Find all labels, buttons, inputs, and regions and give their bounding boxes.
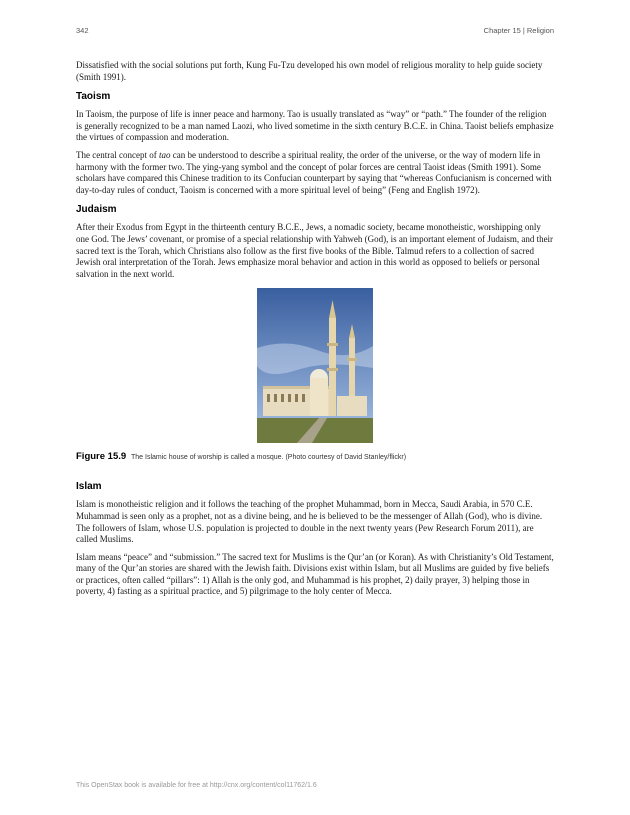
page-number: 342 bbox=[76, 26, 89, 35]
main-content bbox=[76, 60, 554, 604]
intro-paragraph: Dissatisfied with the social solutions put forth, Kung Fu-Tzu developed his own model of religious morality to help guide society (Smith 1991). bbox=[76, 60, 543, 82]
islam-paragraph-1: Islam is monotheistic religion and it follows the teaching of the prophet Muhammad, born in Mecca, Saudi Arabia, in 570 C.E. Muhammad is seen only as a prophet, not as a divine being, and he is believed to be the messenger of Allah (God), who is divine. The followers of Islam, whose U.S. population is projected to double in the next twenty years (Pew Research Forum 2011), are called Muslims. bbox=[76, 499, 543, 545]
mosque-illustration bbox=[257, 288, 373, 443]
tao-term: tao bbox=[158, 149, 171, 160]
footer-note: This OpenStax book is available for free at http://cnx.org/content/col11762/1.6 bbox=[76, 782, 317, 789]
figure-caption-text: The Islamic house of worship is called a mosque. (Photo courtesy of David Stanley/flickr) bbox=[131, 454, 407, 462]
taoism-paragraph-2 bbox=[76, 150, 554, 196]
judaism-heading: Judaism bbox=[76, 204, 117, 216]
mosque-photo bbox=[257, 288, 373, 443]
judaism-paragraph-1: After their Exodus from Egypt in the thirteenth century B.C.E., Jews, a nomadic society, became monotheistic, worshipping only one God. The Jews’ covenant, or promise of a special relationship with Yahweh (God), is an important element of Judaism, and their sacred text is the Torah, which Christians also follow as the first five books of the Bible. Talmud refers to a collection of sacred Jewish oral interpretation of the Torah. Jews emphasize moral behavior and action in this world as opposed to beliefs or personal salvation in the next world. bbox=[76, 222, 554, 279]
chapter-title: Chapter 15 | Religion bbox=[483, 26, 554, 35]
taoism-paragraph-1: In Taoism, the purpose of life is inner peace and harmony. Tao is usually translated as “way” or “path.” The founder of the religion is generally recognized to be a man named Laozi, who lived sometime in the sixth century B.C.E. in China. Taoist beliefs emphasize the virtues of compassion and moderation. bbox=[76, 109, 554, 143]
taoism-heading: Taoism bbox=[76, 91, 111, 103]
islam-paragraph-2: Islam means “peace” and “submission.” The sacred text for Muslims is the Qur’an (or Koran). As with Christianity’s Old Testament, many of the Qur’an stories are shared with the Jewish faith. Divisions exist within Islam, but all Muslims are guided by five beliefs or practices, often called “pillars”: 1) Allah is the only god, and Muhammad is his prophet, 2) daily prayer, 3) helping those in poverty, 4) fasting as a spiritual practice, and 5) pilgrimage to the holy center of Mecca. bbox=[76, 551, 554, 597]
figure-mosque bbox=[76, 288, 554, 463]
taoism-p2-rest: can be understood to describe a spiritual reality, the order of the universe, or the way of modern life in harmony with the former two. The ying-yang symbol and the concept of polar forces are central Taoist ideas (Smith 1991). Some scholars have compared this Chinese tradition to its Confucian counterpart by saying that “whereas Confucianism is concerned with day-to-day rules of conduct, Taoism is concerned with a more spiritual level of being” (Feng and English 1972). bbox=[76, 149, 552, 195]
islam-heading: Islam bbox=[76, 481, 102, 493]
figure-caption bbox=[76, 452, 554, 463]
taoism-p2-start: The central concept of bbox=[76, 149, 159, 160]
figure-label: Figure 15.9 bbox=[76, 451, 127, 463]
